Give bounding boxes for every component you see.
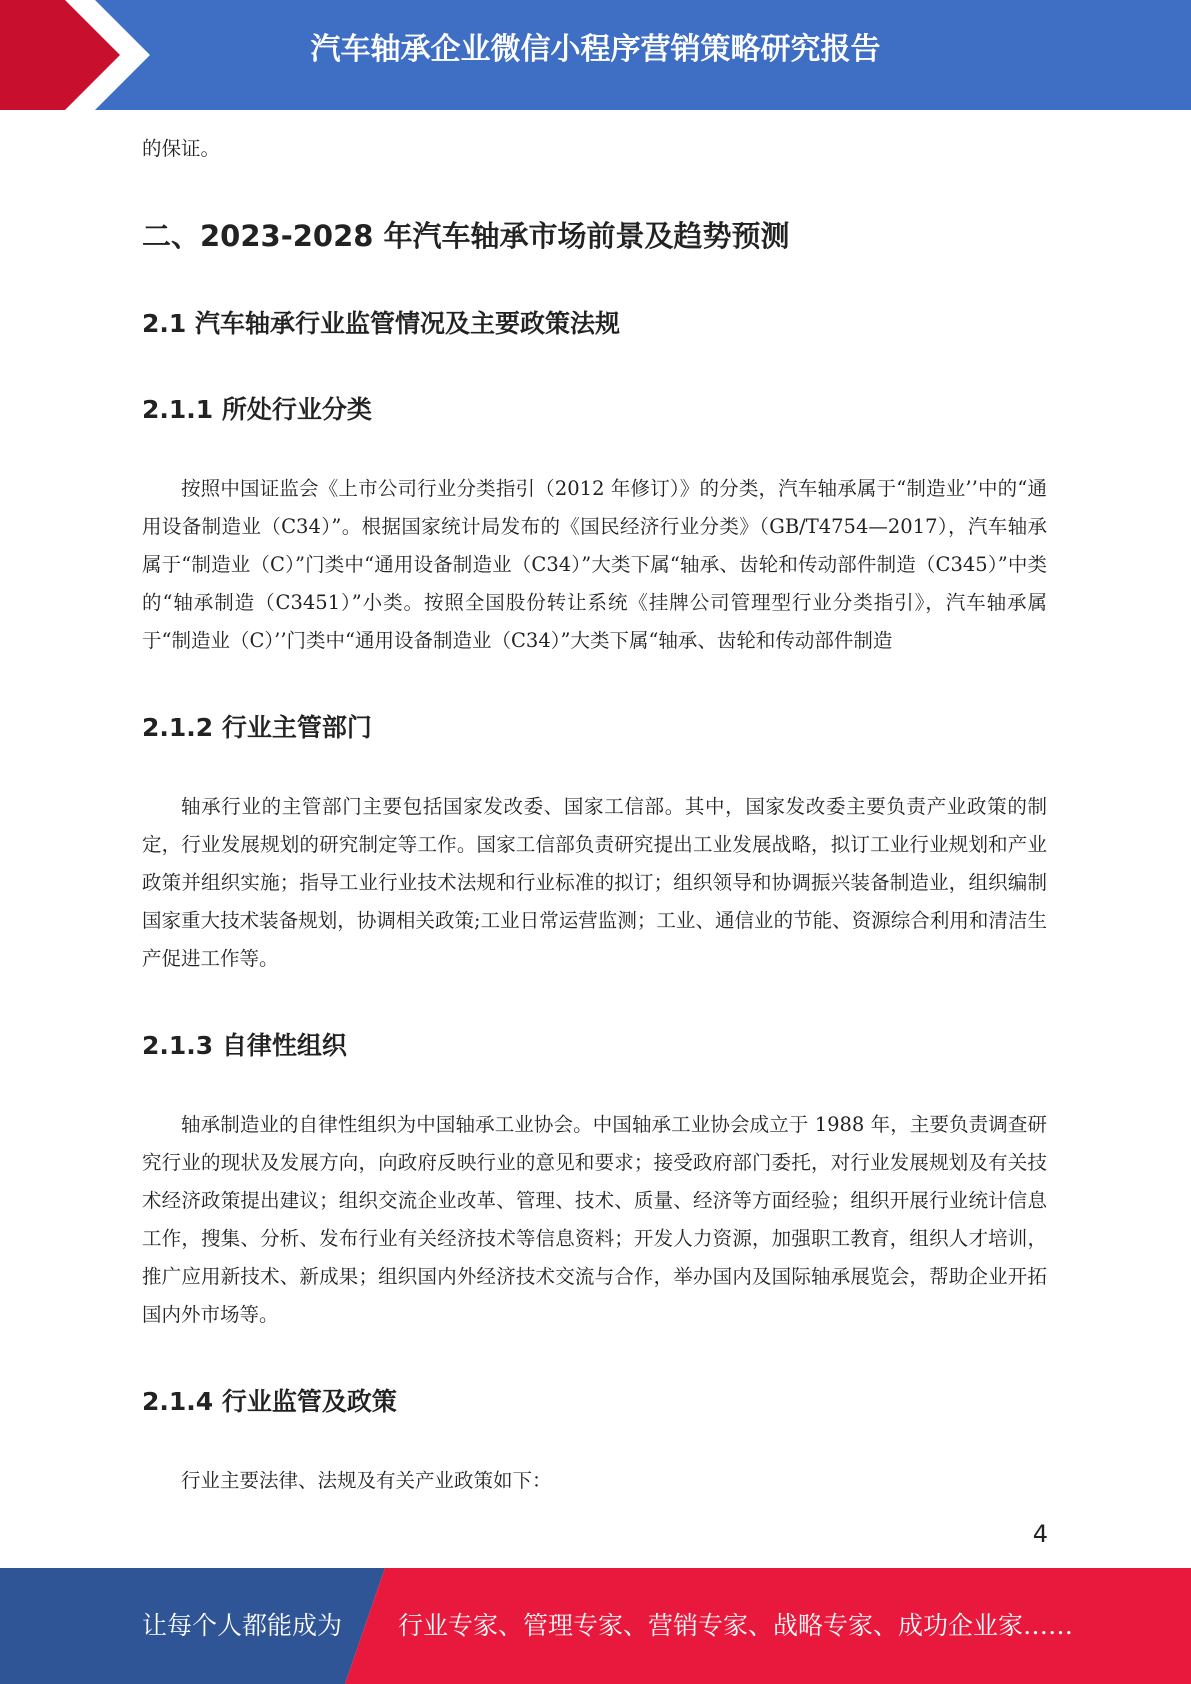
header-arrow-decoration [0, 0, 160, 110]
subsection-heading-regulator: 2.1.2 行业主管部门 [142, 713, 372, 742]
page-number: 4 [1032, 1520, 1048, 1548]
subsection-paragraph-industry-classification: 按照中国证监会《上市公司行业分类指引（2012 年修订）》的分类，汽车轴承属于“制造业’’中的“通用设备制造业（C34）”。根据国家统计局发布的《国民经济行业分类》（GB/T4754—2017），汽车轴承属于“制造业（C）”门类中“通用设备制造业（C34）”大类下属“轴承、齿轮和传动部件制造（C345）”中类的“轴承制造（C3451）”小类。按照全国股份转让系统《挂牌公司管理型行业分类指引》，汽车轴承属于“制造业（C）’’门类中“通用设备制造业（C34）”大类下属“轴承、齿轮和传动部件制造 [142, 477, 1047, 652]
subsection-heading-regulation-policy: 2.1.4 行业监管及政策 [142, 1387, 397, 1416]
footer-banner [0, 1568, 1191, 1684]
subsection-paragraph-self-regulatory-org: 轴承制造业的自律性组织为中国轴承工业协会。中国轴承工业协会成立于 1988 年，主要负责调查研究行业的现状及发展方向，向政府反映行业的意见和要求；接受政府部门委托，对行业发展规划及有关技术经济政策提出建议；组织交流企业改革、管理、技术、质量、经济等方面经验；组织开展行业统计信息工作，搜集、分析、发布行业有关经济技术等信息资料；开发人力资源，加强职工教育，组织人才培训，推广应用新技术、新成果；组织国内外经济技术交流与合作，举办国内及国际轴承展览会，帮助企业开拓国内外市场等。 [142, 1113, 1047, 1326]
subsection-paragraph-regulation-policy: 行业主要法律、法规及有关产业政策如下： [181, 1469, 552, 1492]
page-content [142, 130, 1047, 1500]
document-title: 汽车轴承企业微信小程序营销策略研究报告 [310, 32, 881, 67]
header-banner [0, 0, 1191, 110]
intro-tail-paragraph: 的保证。 [142, 137, 221, 160]
footer-slogan-right: 行业专家、管理专家、营销专家、战略专家、成功企业家…… [398, 1611, 1074, 1640]
footer-slogan-left: 让每个人都能成为 [142, 1611, 343, 1640]
subsection-paragraph-regulator: 轴承行业的主管部门主要包括国家发改委、国家工信部。其中，国家发改委主要负责产业政策的制定，行业发展规划的研究制定等工作。国家工信部负责研究提出工业发展战略，拟订工业行业规划和产业政策并组织实施；指导工业行业技术法规和行业标准的拟订；组织领导和协调振兴装备制造业，组织编制国家重大技术装备规划，协调相关政策;工业日常运营监测；工业、通信业的节能、资源综合利用和清洁生产促进工作等。 [142, 795, 1047, 970]
chapter-heading: 二、2023-2028 年汽车轴承市场前景及趋势预测 [142, 219, 790, 253]
subsection-heading-industry-classification: 2.1.1 所处行业分类 [142, 395, 372, 424]
subsection-heading-self-regulatory-org: 2.1.3 自律性组织 [142, 1031, 347, 1060]
section-heading: 2.1 汽车轴承行业监管情况及主要政策法规 [142, 309, 620, 338]
